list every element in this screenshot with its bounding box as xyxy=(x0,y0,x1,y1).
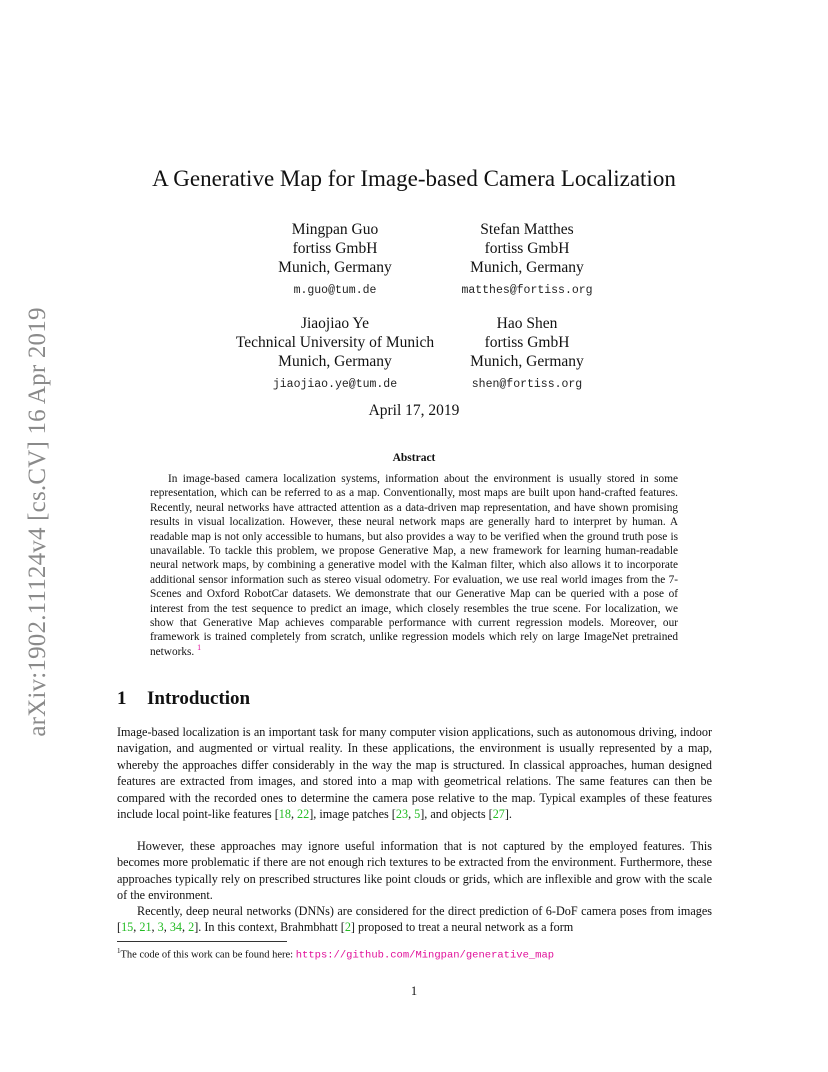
abstract-heading: Abstract xyxy=(392,452,436,464)
citation-link[interactable]: 2 xyxy=(344,920,351,935)
paragraph-text: However, these approaches may ignore useful information that is not captured by the employed features. This becomes more problematic if there are not enough rich textures to be extracted from the environment. Furthermore, these approaches typically rely on prescribed structures like point clouds or grids, which are inflexible and grow with the scale of the environment. xyxy=(117,839,712,903)
author-affiliation: fortiss GmbH xyxy=(292,240,378,257)
author-email: matthes@fortiss.org xyxy=(461,284,593,297)
citation-link[interactable]: 27 xyxy=(492,807,505,822)
paragraph-text: ]. xyxy=(504,807,512,822)
citation-link[interactable]: 5 xyxy=(414,807,421,822)
author-name: Stefan Matthes xyxy=(480,221,574,238)
citation-link[interactable]: 22 xyxy=(297,807,310,822)
citation-separator: , xyxy=(408,807,415,822)
footnote xyxy=(117,945,712,963)
citation-link[interactable]: 21 xyxy=(139,920,152,935)
citation-link[interactable]: 15 xyxy=(121,920,134,935)
author-location: Munich, Germany xyxy=(470,353,584,370)
footnote-marker[interactable]: 1 xyxy=(197,643,202,653)
author-affiliation: fortiss GmbH xyxy=(484,240,570,257)
footnote-number: 1 xyxy=(117,947,121,955)
paragraph-text: Image-based localization is an important task for many computer vision applications, such as autonomous driving, indoor navigation, and augmented or virtual reality. In these applications, the environment is usually represented by a map, whereby the approaches differ considerably in the way the map is structured. In classical approaches, human designed features are extracted from images, and stored into a map with geometrical relations. The same features can then be compared with the recorded ones to determine the camera pose relative to the map. Typical examples of these features include local point-like features [ xyxy=(117,725,712,822)
author-block xyxy=(427,314,627,394)
citation-link[interactable]: 34 xyxy=(169,920,182,935)
paragraph-text: ] proposed to treat a neural network as a form xyxy=(350,920,574,935)
paragraph xyxy=(117,903,712,936)
author-email: jiaojiao.ye@tum.de xyxy=(272,378,398,391)
author-block xyxy=(210,314,460,394)
page-number: 1 xyxy=(410,984,418,998)
author-name: Hao Shen xyxy=(496,315,558,332)
citation-separator: , xyxy=(182,920,189,935)
author-location: Munich, Germany xyxy=(470,259,584,276)
paragraph-text: Recently, deep neural networks (DNNs) are considered for the direct prediction of 6-DoF camera poses from images [ xyxy=(117,904,712,935)
paragraph xyxy=(117,724,712,822)
abstract-body-text: In image-based camera localization systems, information about the environment is usually stored in some representation, which can be referred to as a map. Conventionally, most maps are built upon hand-crafted features. Recently, neural networks have attracted attention as a data-driven map representation, and have shown promising results in visual localization. However, these neural network maps are generally hard to interpret by human. A readable map is not only accessible to humans, but also provides a way to be verified when the ground truth pose is unavailable. To tackle this problem, we propose Generative Map, a new framework for learning human-readable neural network maps, by combining a generative model with the Kalman filter, which also allows it to incorporate additional sensor information such as stereo visual odometry. For evaluation, we use real world images from the 7-Scenes and Oxford RobotCar datasets. We demonstrate that our Generative Map can be queried with a pose of interest from the test sequence to predict an image, which closely resembles the true scene. For localization, we show that Generative Map achieves comparable performance with current regression models. Moreover, our framework is trained completely from scratch, unlike regression models which rely on large ImageNet pretrained networks. xyxy=(150,473,678,658)
section-heading xyxy=(117,688,250,710)
author-location: Munich, Germany xyxy=(278,259,392,276)
section-number: 1 xyxy=(117,688,127,709)
paper-title: A Generative Map for Image-based Camera Localization xyxy=(152,166,676,191)
footnote-divider xyxy=(117,941,287,942)
paragraph-text: ]. In this context, Brahmbhatt [ xyxy=(194,920,345,935)
footnote-text: The code of this work can be found here: xyxy=(120,949,296,961)
abstract-text xyxy=(150,472,678,659)
author-name: Jiaojiao Ye xyxy=(300,315,370,332)
author-email: m.guo@tum.de xyxy=(293,284,377,297)
author-location: Munich, Germany xyxy=(278,353,392,370)
author-block xyxy=(427,220,627,300)
citation-link[interactable]: 3 xyxy=(157,920,164,935)
author-affiliation: fortiss GmbH xyxy=(484,334,570,351)
citation-separator: , xyxy=(133,920,140,935)
paragraph-text: ], and objects [ xyxy=(420,807,493,822)
author-email: shen@fortiss.org xyxy=(471,378,583,391)
paper-date: April 17, 2019 xyxy=(368,402,460,419)
citation-separator: , xyxy=(151,920,158,935)
citation-link[interactable]: 18 xyxy=(278,807,291,822)
arxiv-identifier: arXiv:1902.11124v4 [cs.CV] 16 Apr 2019 xyxy=(24,307,51,737)
author-name: Mingpan Guo xyxy=(291,221,379,238)
footnote-url-link[interactable]: https://github.com/Mingpan/generative_map xyxy=(295,949,555,962)
citation-link[interactable]: 2 xyxy=(188,920,195,935)
section-title: Introduction xyxy=(147,688,251,709)
paragraph-text: ], image patches [ xyxy=(309,807,396,822)
author-block xyxy=(235,220,435,300)
author-affiliation: Technical University of Munich xyxy=(235,334,435,351)
paragraph xyxy=(117,838,712,904)
citation-link[interactable]: 23 xyxy=(395,807,409,822)
citation-separator: , xyxy=(163,920,170,935)
citation-separator: , xyxy=(290,807,298,822)
